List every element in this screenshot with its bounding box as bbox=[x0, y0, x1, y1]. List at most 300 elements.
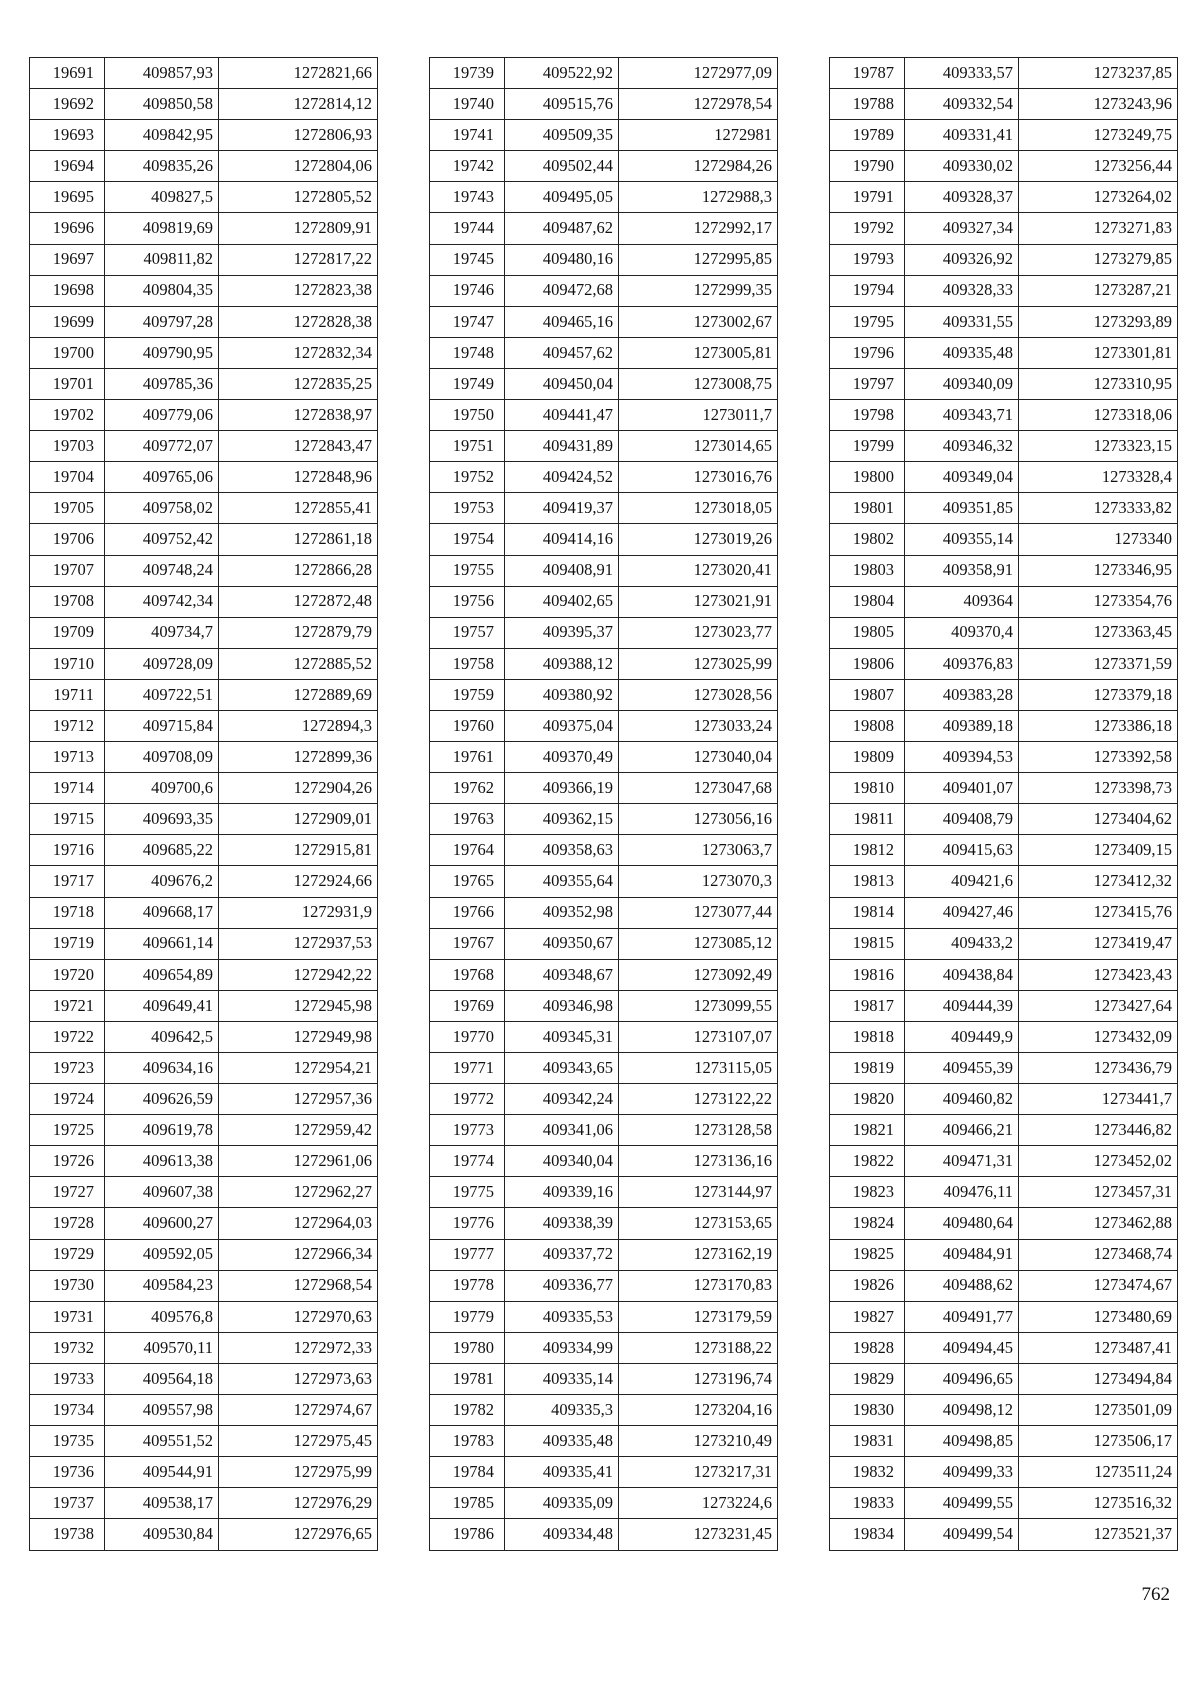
point-number-cell: 19760 bbox=[430, 710, 505, 741]
x-coordinate-cell: 409570,11 bbox=[105, 1332, 219, 1363]
x-coordinate-cell: 409499,55 bbox=[905, 1488, 1019, 1519]
x-coordinate-cell: 409465,16 bbox=[505, 306, 619, 337]
y-coordinate-cell: 1272976,65 bbox=[219, 1519, 378, 1550]
y-coordinate-cell: 1272973,63 bbox=[219, 1363, 378, 1394]
point-number-cell: 19747 bbox=[430, 306, 505, 337]
point-number-cell: 19731 bbox=[30, 1301, 105, 1332]
y-coordinate-cell: 1272809,91 bbox=[219, 213, 378, 244]
table-row bbox=[30, 1053, 378, 1084]
x-coordinate-cell: 409424,52 bbox=[505, 462, 619, 493]
y-coordinate-cell: 1273404,62 bbox=[1019, 804, 1178, 835]
x-coordinate-cell: 409455,39 bbox=[905, 1053, 1019, 1084]
y-coordinate-cell: 1272981 bbox=[619, 120, 778, 151]
x-coordinate-cell: 409335,48 bbox=[905, 337, 1019, 368]
point-number-cell: 19693 bbox=[30, 120, 105, 151]
table-row bbox=[830, 897, 1178, 928]
x-coordinate-cell: 409421,6 bbox=[905, 866, 1019, 897]
point-number-cell: 19783 bbox=[430, 1426, 505, 1457]
point-number-cell: 19723 bbox=[30, 1053, 105, 1084]
x-coordinate-cell: 409592,05 bbox=[105, 1239, 219, 1270]
table-row bbox=[430, 1363, 778, 1394]
y-coordinate-cell: 1273056,16 bbox=[619, 804, 778, 835]
y-coordinate-cell: 1272976,29 bbox=[219, 1488, 378, 1519]
x-coordinate-cell: 409389,18 bbox=[905, 710, 1019, 741]
y-coordinate-cell: 1273423,43 bbox=[1019, 959, 1178, 990]
y-coordinate-cell: 1273085,12 bbox=[619, 928, 778, 959]
point-number-cell: 19726 bbox=[30, 1146, 105, 1177]
table-row bbox=[30, 1488, 378, 1519]
point-number-cell: 19757 bbox=[430, 617, 505, 648]
table-row bbox=[30, 742, 378, 773]
y-coordinate-cell: 1272977,09 bbox=[619, 58, 778, 89]
table-row bbox=[30, 493, 378, 524]
table-row bbox=[30, 990, 378, 1021]
y-coordinate-cell: 1273196,74 bbox=[619, 1363, 778, 1394]
x-coordinate-cell: 409401,07 bbox=[905, 773, 1019, 804]
y-coordinate-cell: 1273231,45 bbox=[619, 1519, 778, 1550]
point-number-cell: 19743 bbox=[430, 182, 505, 213]
table-row bbox=[430, 1426, 778, 1457]
page-number: 762 bbox=[1141, 1584, 1170, 1605]
point-number-cell: 19788 bbox=[830, 89, 905, 120]
y-coordinate-cell: 1273480,69 bbox=[1019, 1301, 1178, 1332]
point-number-cell: 19705 bbox=[30, 493, 105, 524]
table-row bbox=[830, 804, 1178, 835]
x-coordinate-cell: 409600,27 bbox=[105, 1208, 219, 1239]
table-row bbox=[30, 1332, 378, 1363]
table-row bbox=[830, 1084, 1178, 1115]
x-coordinate-cell: 409334,48 bbox=[505, 1519, 619, 1550]
point-number-cell: 19753 bbox=[430, 493, 505, 524]
y-coordinate-cell: 1273204,16 bbox=[619, 1395, 778, 1426]
x-coordinate-cell: 409551,52 bbox=[105, 1426, 219, 1457]
y-coordinate-cell: 1273468,74 bbox=[1019, 1239, 1178, 1270]
x-coordinate-cell: 409538,17 bbox=[105, 1488, 219, 1519]
point-number-cell: 19784 bbox=[430, 1457, 505, 1488]
x-coordinate-cell: 409370,49 bbox=[505, 742, 619, 773]
y-coordinate-cell: 1273494,84 bbox=[1019, 1363, 1178, 1394]
point-number-cell: 19809 bbox=[830, 742, 905, 773]
x-coordinate-cell: 409634,16 bbox=[105, 1053, 219, 1084]
y-coordinate-cell: 1272899,36 bbox=[219, 742, 378, 773]
point-number-cell: 19833 bbox=[830, 1488, 905, 1519]
point-number-cell: 19703 bbox=[30, 431, 105, 462]
x-coordinate-cell: 409752,42 bbox=[105, 524, 219, 555]
x-coordinate-cell: 409408,79 bbox=[905, 804, 1019, 835]
y-coordinate-cell: 1273371,59 bbox=[1019, 648, 1178, 679]
y-coordinate-cell: 1273011,7 bbox=[619, 400, 778, 431]
point-number-cell: 19798 bbox=[830, 400, 905, 431]
y-coordinate-cell: 1273318,06 bbox=[1019, 400, 1178, 431]
point-number-cell: 19777 bbox=[430, 1239, 505, 1270]
point-number-cell: 19791 bbox=[830, 182, 905, 213]
table-row bbox=[430, 306, 778, 337]
y-coordinate-cell: 1272924,66 bbox=[219, 866, 378, 897]
table-row bbox=[430, 1053, 778, 1084]
table-row bbox=[30, 648, 378, 679]
table-row bbox=[430, 151, 778, 182]
point-number-cell: 19714 bbox=[30, 773, 105, 804]
x-coordinate-cell: 409457,62 bbox=[505, 337, 619, 368]
point-number-cell: 19810 bbox=[830, 773, 905, 804]
x-coordinate-cell: 409626,59 bbox=[105, 1084, 219, 1115]
y-coordinate-cell: 1272885,52 bbox=[219, 648, 378, 679]
table-row bbox=[430, 337, 778, 368]
point-number-cell: 19695 bbox=[30, 182, 105, 213]
x-coordinate-cell: 409332,54 bbox=[905, 89, 1019, 120]
y-coordinate-cell: 1273328,4 bbox=[1019, 462, 1178, 493]
y-coordinate-cell: 1273409,15 bbox=[1019, 835, 1178, 866]
y-coordinate-cell: 1273028,56 bbox=[619, 679, 778, 710]
y-coordinate-cell: 1272954,21 bbox=[219, 1053, 378, 1084]
point-number-cell: 19715 bbox=[30, 804, 105, 835]
point-number-cell: 19707 bbox=[30, 555, 105, 586]
point-number-cell: 19701 bbox=[30, 368, 105, 399]
y-coordinate-cell: 1273019,26 bbox=[619, 524, 778, 555]
table-row bbox=[830, 1021, 1178, 1052]
table-row bbox=[30, 1021, 378, 1052]
point-number-cell: 19800 bbox=[830, 462, 905, 493]
point-number-cell: 19805 bbox=[830, 617, 905, 648]
point-number-cell: 19796 bbox=[830, 337, 905, 368]
table-row bbox=[830, 306, 1178, 337]
table-row bbox=[830, 1053, 1178, 1084]
point-number-cell: 19699 bbox=[30, 306, 105, 337]
x-coordinate-cell: 409613,38 bbox=[105, 1146, 219, 1177]
point-number-cell: 19737 bbox=[30, 1488, 105, 1519]
table-row bbox=[830, 275, 1178, 306]
point-number-cell: 19813 bbox=[830, 866, 905, 897]
y-coordinate-cell: 1272806,93 bbox=[219, 120, 378, 151]
y-coordinate-cell: 1273033,24 bbox=[619, 710, 778, 741]
point-number-cell: 19754 bbox=[430, 524, 505, 555]
point-number-cell: 19724 bbox=[30, 1084, 105, 1115]
y-coordinate-cell: 1272889,69 bbox=[219, 679, 378, 710]
x-coordinate-cell: 409715,84 bbox=[105, 710, 219, 741]
point-number-cell: 19709 bbox=[30, 617, 105, 648]
point-number-cell: 19763 bbox=[430, 804, 505, 835]
point-number-cell: 19823 bbox=[830, 1177, 905, 1208]
point-number-cell: 19751 bbox=[430, 431, 505, 462]
table-row bbox=[830, 1332, 1178, 1363]
y-coordinate-cell: 1272968,54 bbox=[219, 1270, 378, 1301]
table-row bbox=[430, 1488, 778, 1519]
y-coordinate-cell: 1273432,09 bbox=[1019, 1021, 1178, 1052]
point-number-cell: 19722 bbox=[30, 1021, 105, 1052]
x-coordinate-cell: 409619,78 bbox=[105, 1115, 219, 1146]
point-number-cell: 19729 bbox=[30, 1239, 105, 1270]
x-coordinate-cell: 409857,93 bbox=[105, 58, 219, 89]
y-coordinate-cell: 1273107,07 bbox=[619, 1021, 778, 1052]
table-row bbox=[430, 959, 778, 990]
x-coordinate-cell: 409348,67 bbox=[505, 959, 619, 990]
point-number-cell: 19702 bbox=[30, 400, 105, 431]
point-number-cell: 19750 bbox=[430, 400, 505, 431]
x-coordinate-cell: 409330,02 bbox=[905, 151, 1019, 182]
point-number-cell: 19801 bbox=[830, 493, 905, 524]
point-number-cell: 19694 bbox=[30, 151, 105, 182]
table-row bbox=[830, 773, 1178, 804]
point-number-cell: 19766 bbox=[430, 897, 505, 928]
x-coordinate-cell: 409607,38 bbox=[105, 1177, 219, 1208]
table-row bbox=[830, 244, 1178, 275]
table-row bbox=[830, 337, 1178, 368]
y-coordinate-cell: 1273301,81 bbox=[1019, 337, 1178, 368]
y-coordinate-cell: 1272821,66 bbox=[219, 58, 378, 89]
x-coordinate-cell: 409402,65 bbox=[505, 586, 619, 617]
table-row bbox=[430, 524, 778, 555]
point-number-cell: 19732 bbox=[30, 1332, 105, 1363]
x-coordinate-cell: 409498,12 bbox=[905, 1395, 1019, 1426]
point-number-cell: 19815 bbox=[830, 928, 905, 959]
point-number-cell: 19767 bbox=[430, 928, 505, 959]
table-body bbox=[30, 58, 378, 1551]
table-row bbox=[830, 462, 1178, 493]
x-coordinate-cell: 409364 bbox=[905, 586, 1019, 617]
y-coordinate-cell: 1272817,22 bbox=[219, 244, 378, 275]
y-coordinate-cell: 1273025,99 bbox=[619, 648, 778, 679]
y-coordinate-cell: 1272828,38 bbox=[219, 306, 378, 337]
x-coordinate-cell: 409414,16 bbox=[505, 524, 619, 555]
point-number-cell: 19740 bbox=[430, 89, 505, 120]
table-row bbox=[430, 1146, 778, 1177]
table-body bbox=[430, 58, 778, 1551]
y-coordinate-cell: 1273002,67 bbox=[619, 306, 778, 337]
y-coordinate-cell: 1273487,41 bbox=[1019, 1332, 1178, 1363]
y-coordinate-cell: 1272805,52 bbox=[219, 182, 378, 213]
table-row bbox=[430, 555, 778, 586]
x-coordinate-cell: 409343,65 bbox=[505, 1053, 619, 1084]
table-row bbox=[830, 1115, 1178, 1146]
point-number-cell: 19696 bbox=[30, 213, 105, 244]
x-coordinate-cell: 409700,6 bbox=[105, 773, 219, 804]
table-row bbox=[30, 586, 378, 617]
point-number-cell: 19826 bbox=[830, 1270, 905, 1301]
x-coordinate-cell: 409564,18 bbox=[105, 1363, 219, 1394]
y-coordinate-cell: 1272992,17 bbox=[619, 213, 778, 244]
y-coordinate-cell: 1273333,82 bbox=[1019, 493, 1178, 524]
y-coordinate-cell: 1272949,98 bbox=[219, 1021, 378, 1052]
table-row bbox=[830, 1363, 1178, 1394]
table-row bbox=[430, 617, 778, 648]
y-coordinate-cell: 1273436,79 bbox=[1019, 1053, 1178, 1084]
table-row bbox=[830, 1426, 1178, 1457]
table-row bbox=[30, 773, 378, 804]
x-coordinate-cell: 409785,36 bbox=[105, 368, 219, 399]
y-coordinate-cell: 1272942,22 bbox=[219, 959, 378, 990]
table-row bbox=[430, 710, 778, 741]
y-coordinate-cell: 1273415,76 bbox=[1019, 897, 1178, 928]
point-number-cell: 19804 bbox=[830, 586, 905, 617]
x-coordinate-cell: 409345,31 bbox=[505, 1021, 619, 1052]
y-coordinate-cell: 1273379,18 bbox=[1019, 679, 1178, 710]
table-row bbox=[30, 1301, 378, 1332]
point-number-cell: 19797 bbox=[830, 368, 905, 399]
table-row bbox=[30, 1457, 378, 1488]
x-coordinate-cell: 409758,02 bbox=[105, 493, 219, 524]
x-coordinate-cell: 409408,91 bbox=[505, 555, 619, 586]
x-coordinate-cell: 409394,53 bbox=[905, 742, 1019, 773]
table-row bbox=[30, 337, 378, 368]
x-coordinate-cell: 409654,89 bbox=[105, 959, 219, 990]
y-coordinate-cell: 1273506,17 bbox=[1019, 1426, 1178, 1457]
point-number-cell: 19781 bbox=[430, 1363, 505, 1394]
table-row bbox=[30, 524, 378, 555]
point-number-cell: 19692 bbox=[30, 89, 105, 120]
table-row bbox=[430, 431, 778, 462]
y-coordinate-cell: 1273243,96 bbox=[1019, 89, 1178, 120]
x-coordinate-cell: 409341,06 bbox=[505, 1115, 619, 1146]
y-coordinate-cell: 1273115,05 bbox=[619, 1053, 778, 1084]
point-number-cell: 19774 bbox=[430, 1146, 505, 1177]
table-row bbox=[830, 1519, 1178, 1550]
x-coordinate-cell: 409331,55 bbox=[905, 306, 1019, 337]
table-row bbox=[430, 89, 778, 120]
table-row bbox=[30, 244, 378, 275]
point-number-cell: 19827 bbox=[830, 1301, 905, 1332]
y-coordinate-cell: 1273128,58 bbox=[619, 1115, 778, 1146]
x-coordinate-cell: 409450,04 bbox=[505, 368, 619, 399]
y-coordinate-cell: 1273346,95 bbox=[1019, 555, 1178, 586]
y-coordinate-cell: 1272970,63 bbox=[219, 1301, 378, 1332]
x-coordinate-cell: 409334,99 bbox=[505, 1332, 619, 1363]
y-coordinate-cell: 1272966,34 bbox=[219, 1239, 378, 1270]
point-number-cell: 19764 bbox=[430, 835, 505, 866]
table-row bbox=[30, 400, 378, 431]
point-number-cell: 19697 bbox=[30, 244, 105, 275]
table-row bbox=[430, 120, 778, 151]
point-number-cell: 19717 bbox=[30, 866, 105, 897]
table-row bbox=[830, 182, 1178, 213]
y-coordinate-cell: 1272931,9 bbox=[219, 897, 378, 928]
point-number-cell: 19825 bbox=[830, 1239, 905, 1270]
y-coordinate-cell: 1273398,73 bbox=[1019, 773, 1178, 804]
x-coordinate-cell: 409544,91 bbox=[105, 1457, 219, 1488]
point-number-cell: 19802 bbox=[830, 524, 905, 555]
table-row bbox=[430, 1021, 778, 1052]
point-number-cell: 19786 bbox=[430, 1519, 505, 1550]
table-row bbox=[430, 275, 778, 306]
table-row bbox=[30, 1208, 378, 1239]
table-row bbox=[30, 710, 378, 741]
x-coordinate-cell: 409427,46 bbox=[905, 897, 1019, 928]
x-coordinate-cell: 409499,54 bbox=[905, 1519, 1019, 1550]
point-number-cell: 19832 bbox=[830, 1457, 905, 1488]
x-coordinate-cell: 409395,37 bbox=[505, 617, 619, 648]
table-row bbox=[830, 990, 1178, 1021]
x-coordinate-cell: 409328,37 bbox=[905, 182, 1019, 213]
y-coordinate-cell: 1273023,77 bbox=[619, 617, 778, 648]
point-number-cell: 19711 bbox=[30, 679, 105, 710]
y-coordinate-cell: 1272937,53 bbox=[219, 928, 378, 959]
x-coordinate-cell: 409350,67 bbox=[505, 928, 619, 959]
x-coordinate-cell: 409352,98 bbox=[505, 897, 619, 928]
point-number-cell: 19762 bbox=[430, 773, 505, 804]
x-coordinate-cell: 409438,84 bbox=[905, 959, 1019, 990]
table-row bbox=[30, 431, 378, 462]
table-row bbox=[430, 400, 778, 431]
y-coordinate-cell: 1273063,7 bbox=[619, 835, 778, 866]
table-body bbox=[830, 58, 1178, 1551]
point-number-cell: 19818 bbox=[830, 1021, 905, 1052]
table-row bbox=[30, 1270, 378, 1301]
table-row bbox=[30, 1426, 378, 1457]
point-number-cell: 19787 bbox=[830, 58, 905, 89]
y-coordinate-cell: 1273136,16 bbox=[619, 1146, 778, 1177]
point-number-cell: 19814 bbox=[830, 897, 905, 928]
x-coordinate-cell: 409362,15 bbox=[505, 804, 619, 835]
x-coordinate-cell: 409765,06 bbox=[105, 462, 219, 493]
table-row bbox=[830, 617, 1178, 648]
coordinates-table-1 bbox=[29, 57, 378, 1551]
table-row bbox=[30, 1146, 378, 1177]
y-coordinate-cell: 1273363,45 bbox=[1019, 617, 1178, 648]
y-coordinate-cell: 1273279,85 bbox=[1019, 244, 1178, 275]
y-coordinate-cell: 1272879,79 bbox=[219, 617, 378, 648]
y-coordinate-cell: 1273077,44 bbox=[619, 897, 778, 928]
point-number-cell: 19812 bbox=[830, 835, 905, 866]
y-coordinate-cell: 1273224,6 bbox=[619, 1488, 778, 1519]
point-number-cell: 19816 bbox=[830, 959, 905, 990]
x-coordinate-cell: 409358,91 bbox=[905, 555, 1019, 586]
y-coordinate-cell: 1272861,18 bbox=[219, 524, 378, 555]
point-number-cell: 19728 bbox=[30, 1208, 105, 1239]
y-coordinate-cell: 1273457,31 bbox=[1019, 1177, 1178, 1208]
y-coordinate-cell: 1272975,45 bbox=[219, 1426, 378, 1457]
table-row bbox=[30, 928, 378, 959]
x-coordinate-cell: 409668,17 bbox=[105, 897, 219, 928]
x-coordinate-cell: 409515,76 bbox=[505, 89, 619, 120]
point-number-cell: 19700 bbox=[30, 337, 105, 368]
table-row bbox=[430, 897, 778, 928]
y-coordinate-cell: 1272964,03 bbox=[219, 1208, 378, 1239]
y-coordinate-cell: 1273323,15 bbox=[1019, 431, 1178, 462]
y-coordinate-cell: 1273070,3 bbox=[619, 866, 778, 897]
y-coordinate-cell: 1273099,55 bbox=[619, 990, 778, 1021]
point-number-cell: 19785 bbox=[430, 1488, 505, 1519]
point-number-cell: 19799 bbox=[830, 431, 905, 462]
table-row bbox=[30, 275, 378, 306]
table-row bbox=[430, 182, 778, 213]
x-coordinate-cell: 409335,41 bbox=[505, 1457, 619, 1488]
y-coordinate-cell: 1272855,41 bbox=[219, 493, 378, 524]
table-row bbox=[430, 1395, 778, 1426]
point-number-cell: 19769 bbox=[430, 990, 505, 1021]
x-coordinate-cell: 409779,06 bbox=[105, 400, 219, 431]
point-number-cell: 19710 bbox=[30, 648, 105, 679]
x-coordinate-cell: 409337,72 bbox=[505, 1239, 619, 1270]
x-coordinate-cell: 409335,09 bbox=[505, 1488, 619, 1519]
point-number-cell: 19734 bbox=[30, 1395, 105, 1426]
point-number-cell: 19761 bbox=[430, 742, 505, 773]
table-row bbox=[30, 959, 378, 990]
y-coordinate-cell: 1273040,04 bbox=[619, 742, 778, 773]
x-coordinate-cell: 409331,41 bbox=[905, 120, 1019, 151]
table-row bbox=[30, 1395, 378, 1426]
point-number-cell: 19746 bbox=[430, 275, 505, 306]
y-coordinate-cell: 1272843,47 bbox=[219, 431, 378, 462]
point-number-cell: 19742 bbox=[430, 151, 505, 182]
x-coordinate-cell: 409685,22 bbox=[105, 835, 219, 866]
x-coordinate-cell: 409383,28 bbox=[905, 679, 1019, 710]
table-row bbox=[30, 58, 378, 89]
x-coordinate-cell: 409642,5 bbox=[105, 1021, 219, 1052]
table-row bbox=[30, 462, 378, 493]
y-coordinate-cell: 1273271,83 bbox=[1019, 213, 1178, 244]
point-number-cell: 19733 bbox=[30, 1363, 105, 1394]
y-coordinate-cell: 1273392,58 bbox=[1019, 742, 1178, 773]
table-row bbox=[830, 524, 1178, 555]
